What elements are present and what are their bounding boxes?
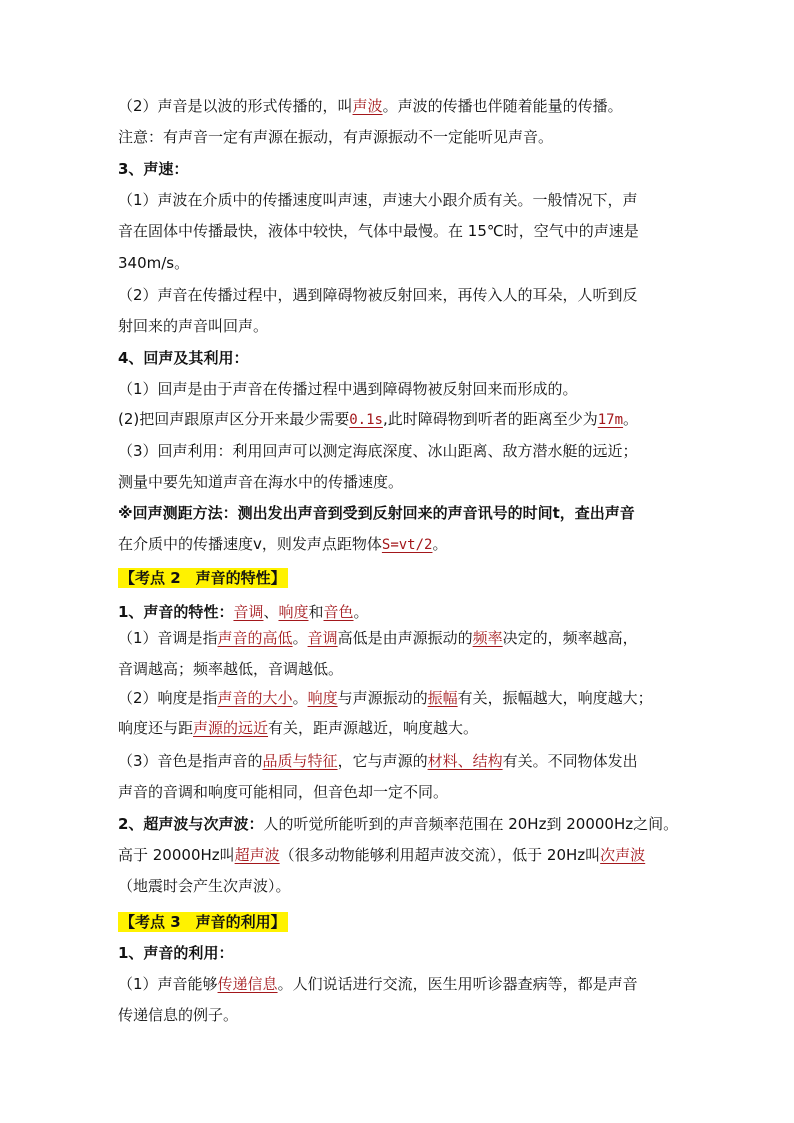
paragraph-speed-2: 音在固体中传播最快，液体中较快，气体中最慢。在 15℃时，空气中的声速是 bbox=[118, 222, 639, 240]
text: 2、超声波与次声波： bbox=[118, 815, 264, 833]
text: （2）响度是指 bbox=[118, 689, 218, 707]
paragraph-sound-wave bbox=[118, 95, 623, 117]
paragraph-echo-use-1: （3）回声利用：利用回声可以测定海底深度、冰山距离、敌方潜水艇的远近； bbox=[118, 442, 638, 460]
answer-distance: 17m bbox=[597, 412, 624, 428]
text: 高低是由声源振动的 bbox=[337, 629, 473, 647]
paragraph-echo-def-1: （2）声音在传播过程中，遇到障碍物被反射回来，再传入人的耳朵，人听到反 bbox=[118, 286, 638, 304]
answer: 声音的大小 bbox=[217, 689, 293, 707]
paragraph-speed-1: （1）声波在介质中的传播速度叫声速，声速大小跟介质有关。一般情况下，声 bbox=[118, 191, 638, 209]
text: 。 bbox=[292, 629, 308, 647]
heading-echo: 4、回声及其利用： bbox=[118, 349, 249, 367]
text: ，它与声源的 bbox=[337, 752, 428, 770]
text: 有关。不同物体发出 bbox=[502, 752, 638, 770]
text: （1）声音能够 bbox=[118, 975, 218, 993]
paragraph-ultrasound-1 bbox=[118, 813, 678, 835]
text: 与声源振动的 bbox=[337, 689, 428, 707]
answer-sound-wave: 声波 bbox=[352, 97, 383, 115]
text: 1、声音的特性： bbox=[118, 603, 234, 621]
text: （1）音调是指 bbox=[118, 629, 218, 647]
paragraph-traits bbox=[118, 601, 369, 623]
text: 人的听觉所能听到的声音频率范围在 20Hz到 20000Hz之间。 bbox=[263, 815, 679, 833]
text: 和 bbox=[308, 603, 324, 621]
text: 有关，振幅越大，响度越大； bbox=[457, 689, 653, 707]
text: 在介质中的传播速度v，则发声点距物体 bbox=[118, 535, 382, 553]
heading-uses: 1、声音的利用： bbox=[118, 944, 234, 962]
answer: 传递信息 bbox=[217, 975, 278, 993]
answer-time: 0.1s bbox=[349, 412, 383, 428]
answer: 材料、结构 bbox=[427, 752, 503, 770]
text: 有关，距声源越近，响度越大。 bbox=[268, 719, 479, 737]
paragraph-pitch-1 bbox=[118, 627, 638, 649]
paragraph-ranging-2 bbox=[118, 533, 447, 556]
text: 。人们说话进行交流，医生用听诊器查病等，都是声音 bbox=[277, 975, 638, 993]
answer-loudness: 响度 bbox=[278, 603, 309, 621]
answer: 超声波 bbox=[234, 846, 280, 864]
text: 、 bbox=[263, 603, 279, 621]
text: 响度还与距 bbox=[118, 719, 194, 737]
text: 。 bbox=[292, 689, 308, 707]
highlight-label: 【考点 3 声音的利用】 bbox=[120, 913, 286, 931]
highlight-label: 【考点 2 声音的特性】 bbox=[120, 569, 286, 587]
paragraph-echo-def-2: 射回来的声音叫回声。 bbox=[118, 317, 269, 335]
paragraph-echo-1: （1）回声是由于声音在传播过程中遇到障碍物被反射回来而形成的。 bbox=[118, 380, 578, 398]
answer: 频率 bbox=[472, 629, 503, 647]
answer: 声音的高低 bbox=[217, 629, 293, 647]
paragraph-timbre-2: 声音的音调和响度可能相同，但音色却一定不同。 bbox=[118, 783, 449, 801]
answer-formula: S=vt/2 bbox=[381, 537, 433, 553]
paragraph-echo-2 bbox=[118, 408, 638, 431]
paragraph-ultrasound-2 bbox=[118, 844, 645, 866]
paragraph-timbre-1 bbox=[118, 750, 638, 772]
paragraph-ranging-1: ※回声测距方法：测出发出声音到受到反射回来的声音讯号的时间t，查出声音 bbox=[118, 504, 635, 522]
paragraph-loudness-2 bbox=[118, 717, 478, 739]
answer: 次声波 bbox=[600, 846, 646, 864]
answer-timbre: 音色 bbox=[323, 603, 354, 621]
text: （2）声音是以波的形式传播的，叫 bbox=[118, 97, 353, 115]
section-heading-3 bbox=[118, 911, 288, 933]
paragraph-pitch-2: 音调越高；频率越低，音调越低。 bbox=[118, 660, 344, 678]
paragraph-info-2: 传递信息的例子。 bbox=[118, 1006, 239, 1024]
answer: 振幅 bbox=[427, 689, 458, 707]
answer: 响度 bbox=[307, 689, 338, 707]
paragraph-loudness-1 bbox=[118, 687, 653, 709]
note: 注意：有声音一定有声源在振动，有声源振动不一定能听见声音。 bbox=[118, 128, 554, 146]
section-heading-2 bbox=[118, 567, 288, 589]
text: ,此时障碍物到听者的距离至少为 bbox=[382, 410, 598, 428]
text: 决定的，频率越高， bbox=[502, 629, 638, 647]
answer: 音调 bbox=[307, 629, 338, 647]
text: 。 bbox=[623, 410, 639, 428]
paragraph-echo-use-2: 测量中要先知道声音在海水中的传播速度。 bbox=[118, 473, 404, 491]
answer-pitch: 音调 bbox=[233, 603, 264, 621]
paragraph-speed-3: 340m/s。 bbox=[118, 254, 190, 272]
answer: 品质与特征 bbox=[262, 752, 338, 770]
text: 。 bbox=[353, 603, 369, 621]
text: 。 bbox=[432, 535, 448, 553]
text: （3）音色是指声音的 bbox=[118, 752, 263, 770]
text: (2)把回声跟原声区分开来最少需要 bbox=[118, 410, 350, 428]
text: （很多动物能够利用超声波交流），低于 20Hz叫 bbox=[279, 846, 601, 864]
text: 高于 20000Hz叫 bbox=[118, 846, 235, 864]
paragraph-info-1 bbox=[118, 973, 638, 995]
paragraph-ultrasound-3: （地震时会产生次声波）。 bbox=[118, 877, 291, 895]
text: 。声波的传播也伴随着能量的传播。 bbox=[382, 97, 623, 115]
answer: 声源的远近 bbox=[193, 719, 269, 737]
heading-sound-speed: 3、声速： bbox=[118, 160, 189, 178]
